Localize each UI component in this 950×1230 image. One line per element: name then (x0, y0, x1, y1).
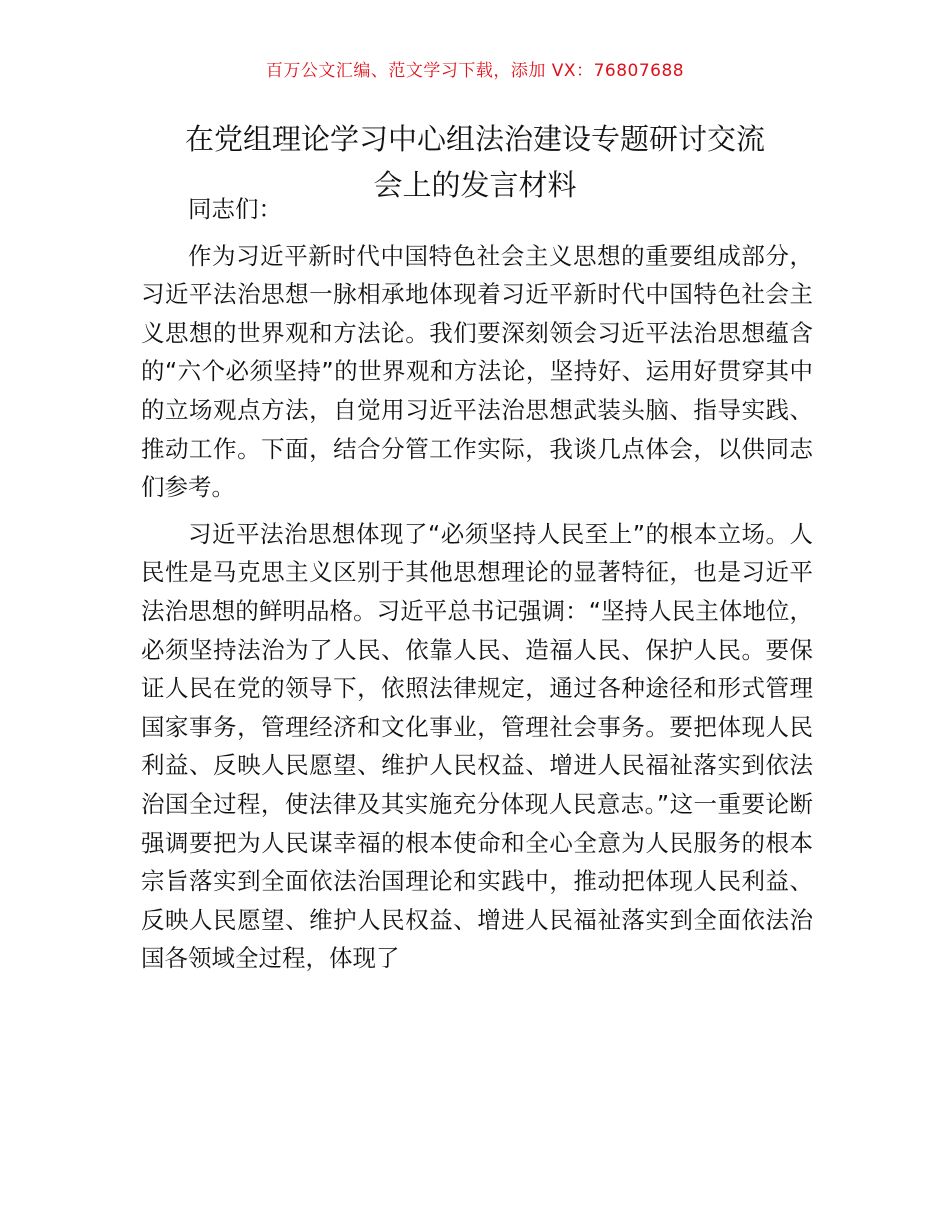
greeting: 同志们： (188, 195, 282, 223)
title-line-2: 会上的发言材料 (373, 168, 577, 202)
paragraph: 习近平法治思想体现了“必须坚持人民至上”的根本立场。人民性是马克思主义区别于其他思想理论的显著特征，也是习近平法治思想的鲜明品格。习近平总书记强调：“坚持人民主体地位，必须坚持法治为了人民、依靠人民、造福人民、保护人民。要保证人民在党的领导下，依照法律规定，通过各种途径和形式管理国家事务，管理经济和文化事业，管理社会事务。要把体现人民利益、反映人民愿望、维护人民权益、增进人民福祉落实到依法治国全过程，使法律及其实施充分体现人民意志。”这一重要论断强调要把为人民谋幸福的根本使命和全心全意为人民服务的根本宗旨落实到全面依法治国理论和实践中，推动把体现人民利益、反映人民愿望、维护人民权益、增进人民福祉落实到全面依法治国各领域全过程，体现了 (141, 519, 813, 973)
title-line-1: 在党组理论学习中心组法治建设专题研讨交流 (184, 122, 765, 156)
paragraph: 作为习近平新时代中国特色社会主义思想的重要组成部分，习近平法治思想一脉相承地体现着习近平新时代中国特色社会主义思想的世界观和方法论。我们要深刻领会习近平法治思想蕴含的“六个必须坚持”的世界观和方法论，坚持好、运用好贯穿其中的立场观点方法，自觉用习近平法治思想武装头脑、指导实践、推动工作。下面，结合分管工作实际，我谈几点体会，以供同志们参考。 (141, 241, 813, 502)
header-banner: 百万公文汇编、范文学习下载，添加 VX：76807688 (265, 61, 685, 81)
document-body (141, 190, 813, 986)
